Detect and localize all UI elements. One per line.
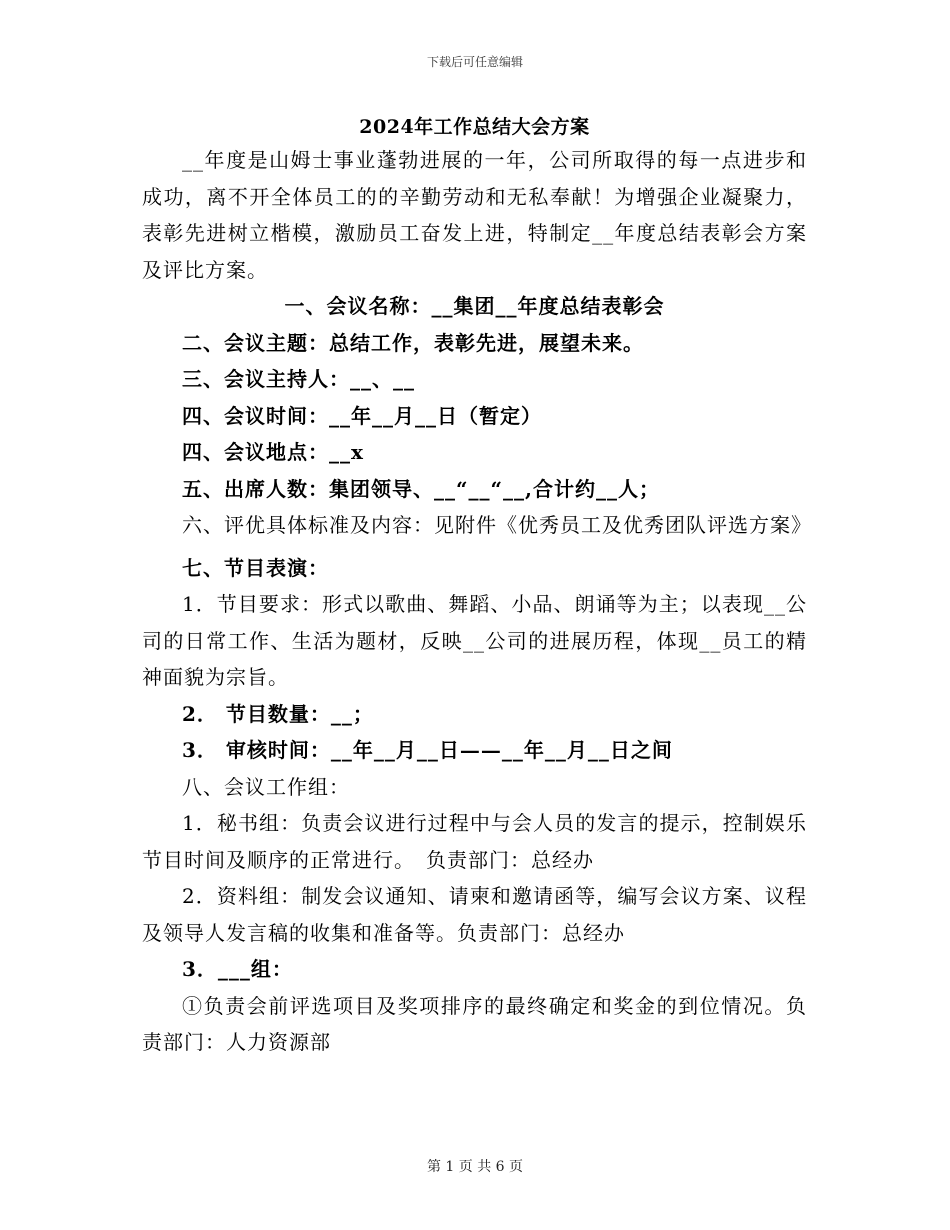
section-attendees: 五、出席人数：集团领导、__“__“__,合计约__人； — [182, 476, 660, 501]
item-program-count: 2． 节目数量：__； — [182, 701, 374, 726]
item-secretariat-group: 1．秘书组：负责会议进行过程中与会人员的发言的提示，控制娱乐节目时间及顺序的正常进行。 负责部门：总经办 — [142, 811, 807, 872]
item-materials-group: 2．资料组：制发会议通知、请柬和邀请函等，编写会议方案、议程及领导人发言稿的收集和准备等。负责部门：总经办 — [142, 884, 807, 945]
intro-paragraph: __年度是山姆士事业蓬勃进展的一年，公司所取得的每一点进步和成功，离不开全体员工的的辛勤劳动和无私奉献！为增强企业凝聚力，表彰先进树立楷模，激励员工奋发上进，特制定__年度总结表彰会方案及评比方案。 — [142, 148, 807, 282]
page-footer-number: 第 1 页 共 6 页 — [426, 1159, 524, 1175]
item-review-time: 3． 审核时间：__年__月__日——__年__月__日之间 — [182, 738, 673, 762]
item-third-group-duty: ①负责会前评选项目及奖项排序的最终确定和奖金的到位情况。负责部门：人力资源部 — [142, 993, 807, 1054]
page-header-note: 下载后可任意编辑 — [426, 55, 523, 69]
section-meeting-time: 四、会议时间：__年__月__日（暂定） — [182, 403, 542, 428]
section-meeting-host: 三、会议主持人：__、__ — [182, 367, 415, 391]
section-performances: 七、节目表演： — [182, 555, 329, 580]
item-program-requirements: 1．节目要求：形式以歌曲、舞蹈、小品、朗诵等为主；以表现__公司的日常工作、生活为题材，反映__公司的进展历程，体现__员工的精神面貌为宗旨。 — [142, 592, 807, 689]
section-meeting-theme: 二、会议主题：总结工作，表彰先进，展望未来。 — [182, 330, 644, 355]
section-evaluation-criteria: 六、评优具体标准及内容：见附件《优秀员工及优秀团队评选方案》 — [182, 513, 812, 537]
section-meeting-location: 四、会议地点：__x — [182, 440, 364, 464]
document-title: 2024年工作总结大会方案 — [359, 116, 590, 138]
section-work-groups: 八、会议工作组： — [182, 774, 350, 799]
document-body — [142, 112, 812, 1061]
section-meeting-name: 一、会议名称：__集团__年度总结表彰会 — [284, 294, 665, 318]
item-third-group: 3．___组： — [182, 957, 293, 981]
